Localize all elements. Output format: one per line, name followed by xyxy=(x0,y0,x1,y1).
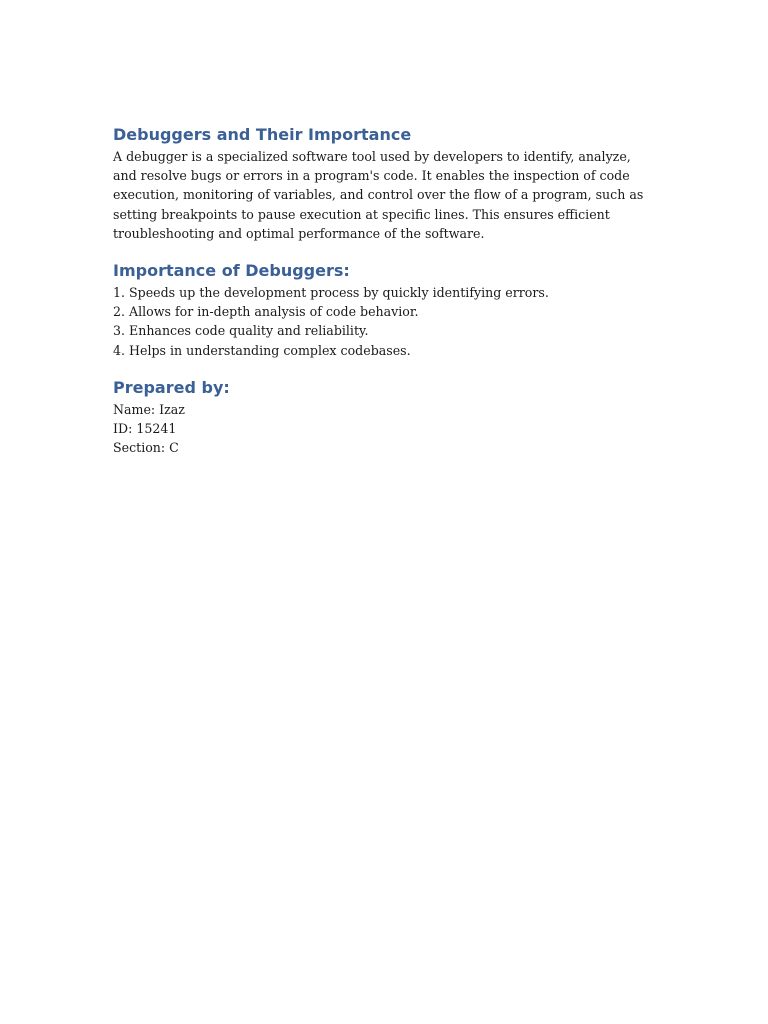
list-item: 2. Allows for in-depth analysis of code behavior. xyxy=(113,304,419,320)
author-name: Name: Izaz xyxy=(113,401,185,417)
list-item: 4. Helps in understanding complex codebases. xyxy=(113,342,411,358)
list-item: 1. Speeds up the development process by quickly identifying errors. xyxy=(113,285,549,301)
author-id: ID: 15241 xyxy=(113,421,177,437)
document-page xyxy=(113,124,658,457)
importance-list xyxy=(113,283,658,360)
section-title-debuggers: Debuggers and Their Importance xyxy=(113,125,412,144)
author-section: Section: C xyxy=(113,440,179,456)
list-item: 3. Enhances code quality and reliability. xyxy=(113,323,369,339)
author-info xyxy=(113,400,658,458)
intro-paragraph: A debugger is a specialized software tool used by developers to identify, analyze, and resolve bugs or errors in a program's code. It enables the inspection of code execution, monitoring of variables, and control over the flow of a program, such as setting breakpoints to pause execution at specific lines. This ensures efficient troubleshooting and optimal performance of the software. xyxy=(113,149,644,241)
section-title-importance: Importance of Debuggers: xyxy=(113,261,350,281)
section-title-prepared-by: Prepared by: xyxy=(113,377,230,397)
